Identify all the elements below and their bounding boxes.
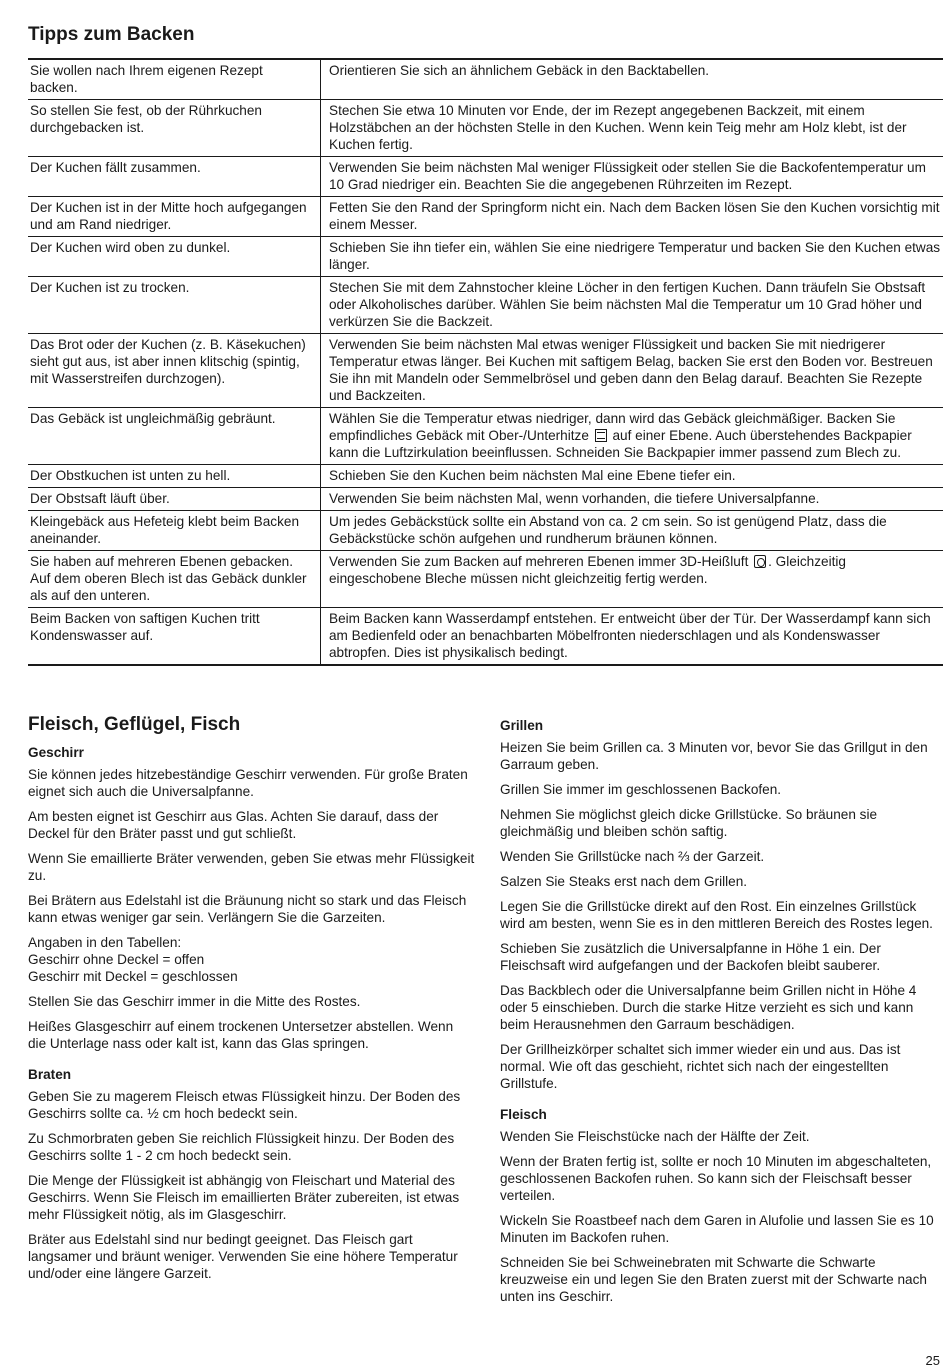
solution-cell: Stechen Sie etwa 10 Minuten vor Ende, der im Rezept angegebenen Backzeit, mit einem Holzstäbchen an der höchsten Stelle in den Kuchen. Wenn kein Teig mehr am Holz klebt, ist der Kuchen fertig. <box>321 100 944 157</box>
problem-cell: Der Kuchen ist zu trocken. <box>30 280 190 295</box>
solution-cell: Fetten Sie den Rand der Springform nicht ein. Nach dem Backen lösen Sie den Kuchen vorsichtig mit einem Messer. <box>321 197 944 237</box>
geschirr-section <box>28 744 475 1052</box>
text-line: Geschirr ohne Deckel = offen <box>28 952 205 967</box>
solution-cell: Orientieren Sie sich an ähnlichem Gebäck in den Backtabellen. <box>321 59 944 100</box>
problem-cell: Beim Backen von saftigen Kuchen tritt Kondenswasser auf. <box>30 611 260 643</box>
paragraph: Salzen Sie Steaks erst nach dem Grillen. <box>500 874 748 889</box>
solution-cell: Beim Backen kann Wasserdampf entstehen. Er entweicht über der Tür. Der Wasserdampf kann sich am Bedienfeld oder an benachbarten Möbelfronten niederschlagen und als Kondenswasser abtropfen. Dies ist physikalisch bedingt. <box>321 608 944 666</box>
paragraph: Wenn Sie emaillierte Bräter verwenden, geben Sie etwas mehr Flüssigkeit zu. <box>28 851 475 883</box>
problem-cell: Der Obstkuchen ist unten zu hell. <box>30 468 231 483</box>
hot-air-3d-icon <box>754 555 766 568</box>
solution-text: Verwenden Sie zum Backen auf mehreren Ebenen immer 3D-Heißluft <box>329 554 749 569</box>
paragraph: Am besten eignet ist Geschirr aus Glas. Achten Sie darauf, dass der Deckel für den Bräter passt und gut schließt. <box>28 809 439 841</box>
tips-section <box>28 22 943 666</box>
problem-cell: Sie haben auf mehreren Ebenen gebacken. Auf dem oberen Blech ist das Gebäck dunkler als auf den unteren. <box>30 554 307 603</box>
paragraph: Wenden Sie Fleischstücke nach der Hälfte der Zeit. <box>500 1129 810 1144</box>
table-row <box>28 511 943 551</box>
braten-heading: Braten <box>28 1067 72 1082</box>
braten-section <box>28 1066 475 1282</box>
paragraph: Wenn der Braten fertig ist, sollte er noch 10 Minuten im abgeschalteten, geschlossenen Backofen ruhen. So kann sich der Fleischsaft besser verteilen. <box>500 1154 932 1203</box>
paragraph: Legen Sie die Grillstücke direkt auf den Rost. Ein einzelnes Grillstück wird am besten, wenn Sie es in den mittleren Bereich des Rostes legen. <box>500 899 933 931</box>
paragraph: Geben Sie zu magerem Fleisch etwas Flüssigkeit hinzu. Der Boden des Geschirrs sollte ca. ½ cm hoch bedeckt sein. <box>28 1089 461 1121</box>
table-row <box>28 237 943 277</box>
paragraph: Schieben Sie zusätzlich die Universalpfanne in Höhe 1 ein. Der Fleischsaft wird aufgefangen und der Backofen bleibt sauberer. <box>500 941 881 973</box>
paragraph: Das Backblech oder die Universalpfanne beim Grillen nicht in Höhe 4 oder 5 einschieben. Durch die starke Hitze verzieht es sich und kann beim Herausnehmen den Garraum beschädigen. <box>500 983 917 1032</box>
meat-title: Fleisch, Geflügel, Fisch <box>28 714 241 735</box>
solution-cell: Verwenden Sie beim nächsten Mal etwas weniger Flüssigkeit und backen Sie mit niedrigerer Temperatur etwas länger. Bei Kuchen mit saftigem Belag, backen Sie erst den Boden vor. Bestreuen Sie ihn mit Mandeln oder Semmelbrösel und geben dann den Belag darauf. Beachten Sie Rezepte und Backzeiten. <box>321 334 944 408</box>
geschirr-heading: Geschirr <box>28 745 84 760</box>
solution-cell <box>321 408 944 465</box>
fleisch-section <box>500 1106 945 1305</box>
paragraph: Bräter aus Edelstahl sind nur bedingt geeignet. Das Fleisch gart langsamer und bräunt weniger. Verwenden Sie eine höhere Temperatur und/oder eine längere Garzeit. <box>28 1232 458 1281</box>
problem-cell: Das Gebäck ist ungleichmäßig gebräunt. <box>30 411 276 426</box>
problem-cell: So stellen Sie fest, ob der Rührkuchen durchgebacken ist. <box>30 103 262 135</box>
top-bottom-heat-icon <box>595 429 607 442</box>
table-row <box>28 197 943 237</box>
paragraph: Der Grillheizkörper schaltet sich immer wieder ein und aus. Das ist normal. Wie oft das geschieht, richtet sich nach der eingestellten Grillstufe. <box>500 1042 901 1091</box>
problem-cell: Der Kuchen wird oben zu dunkel. <box>30 240 231 255</box>
table-row <box>28 608 943 666</box>
paragraph: Zu Schmorbraten geben Sie reichlich Flüssigkeit hinzu. Der Boden des Geschirrs sollte 1 - 2 cm hoch bedeckt sein. <box>28 1131 455 1163</box>
paragraph: Wenden Sie Grillstücke nach ⅔ der Garzeit. <box>500 849 765 864</box>
paragraph: Wickeln Sie Roastbeef nach dem Garen in Alufolie und lassen Sie es 10 Minuten im Backofen ruhen. <box>500 1213 934 1245</box>
table-row <box>28 488 943 511</box>
solution-text: Wählen Sie die Temperatur etwas niedriger, dann wird das Gebäck gleichmäßiger. Backen Sie empfindliches Gebäck mit Ober-/Unterhitze <box>329 411 896 443</box>
paragraph: Heizen Sie beim Grillen ca. 3 Minuten vor, bevor Sie das Grillgut in den Garraum geben. <box>500 740 928 772</box>
solution-text: . Gleichzeitig eingeschobene Bleche müssen nicht gleichzeitig fertig werden. <box>329 554 846 586</box>
paragraph: Bei Brätern aus Edelstahl ist die Bräunung nicht so stark und das Fleisch kann etwas weniger gar sein. Verlängern Sie die Garzeiten. <box>28 893 467 925</box>
table-row <box>28 100 943 157</box>
solution-cell <box>321 551 944 608</box>
problem-cell: Kleingebäck aus Hefeteig klebt beim Backen aneinander. <box>30 514 300 546</box>
right-column <box>500 717 945 1319</box>
paragraph: Schneiden Sie bei Schweinebraten mit Schwarte die Schwarte kreuzweise ein und legen Sie den Braten zuerst mit der Schwarte nach unten ins Geschirr. <box>500 1255 927 1304</box>
solution-cell: Stechen Sie mit dem Zahnstocher kleine Löcher in den fertigen Kuchen. Dann träufeln Sie Obstsaft oder Alkoholisches darüber. Wählen Sie beim nächsten Mal die Temperatur um 10 Grad höher und verkürzen Sie die Backzeit. <box>321 277 944 334</box>
table-row <box>28 465 943 488</box>
paragraph: Grillen Sie immer im geschlossenen Backofen. <box>500 782 782 797</box>
table-row <box>28 59 943 100</box>
fleisch-heading: Fleisch <box>500 1107 547 1122</box>
grillen-heading: Grillen <box>500 718 544 733</box>
solution-cell: Verwenden Sie beim nächsten Mal weniger Flüssigkeit oder stellen Sie die Backofentemperatur um 10 Grad niedriger ein. Beachten Sie die angegebenen Rührzeiten im Rezept. <box>321 157 944 197</box>
paragraph: Heißes Glasgeschirr auf einem trockenen Untersetzer abstellen. Wenn die Unterlage nass oder kalt ist, kann das Glas springen. <box>28 1019 454 1051</box>
paragraph: Nehmen Sie möglichst gleich dicke Grillstücke. So bräunen sie gleichmäßig und bleiben schön saftig. <box>500 807 878 839</box>
table-row <box>28 157 943 197</box>
paragraph <box>28 934 475 985</box>
text-line: Geschirr mit Deckel = geschlossen <box>28 969 238 984</box>
problem-cell: Der Kuchen fällt zusammen. <box>30 160 201 175</box>
solution-cell: Verwenden Sie beim nächsten Mal, wenn vorhanden, die tiefere Universalpfanne. <box>321 488 944 511</box>
problem-cell: Das Brot oder der Kuchen (z. B. Käsekuchen) sieht gut aus, ist aber innen klitschig (spintig, mit Wasserstreifen durchzogen). <box>30 337 306 386</box>
text-line: Angaben in den Tabellen: <box>28 935 182 950</box>
solution-cell: Um jedes Gebäckstück sollte ein Abstand von ca. 2 cm sein. So ist genügend Platz, dass die Gebäckstücke schön aufgehen und rundherum bräunen können. <box>321 511 944 551</box>
problem-cell: Der Obstsaft läuft über. <box>30 491 170 506</box>
solution-cell: Schieben Sie ihn tiefer ein, wählen Sie eine niedrigere Temperatur und backen Sie den Kuchen etwas länger. <box>321 237 944 277</box>
tips-title: Tipps zum Backen <box>28 24 195 45</box>
table-row <box>28 408 943 465</box>
left-column <box>28 712 475 1296</box>
table-row <box>28 334 943 408</box>
paragraph: Die Menge der Flüssigkeit ist abhängig von Fleischart und Material des Geschirrs. Wenn Sie Fleisch im emaillierten Bräter zubereiten, ist etwas mehr Flüssigkeit nötig, als im Glasgeschirr. <box>28 1173 460 1222</box>
page-number: 25 <box>925 1353 940 1368</box>
solution-cell: Schieben Sie den Kuchen beim nächsten Mal eine Ebene tiefer ein. <box>321 465 944 488</box>
tips-table <box>28 58 943 666</box>
table-row <box>28 277 943 334</box>
problem-cell: Der Kuchen ist in der Mitte hoch aufgegangen und am Rand niedriger. <box>30 200 307 232</box>
problem-cell: Sie wollen nach Ihrem eigenen Rezept backen. <box>30 63 263 95</box>
table-row <box>28 551 943 608</box>
solution-text: auf einer Ebene. Auch überstehendes Backpapier kann die Luftzirkulation beeinflussen. Schneiden Sie Backpapier immer passend zum Blech zu. <box>329 428 912 460</box>
paragraph: Sie können jedes hitzebeständige Geschirr verwenden. Für große Braten eignet sich auch die Universalpfanne. <box>28 767 468 799</box>
grillen-section <box>500 717 945 1092</box>
paragraph: Stellen Sie das Geschirr immer in die Mitte des Rostes. <box>28 994 361 1009</box>
